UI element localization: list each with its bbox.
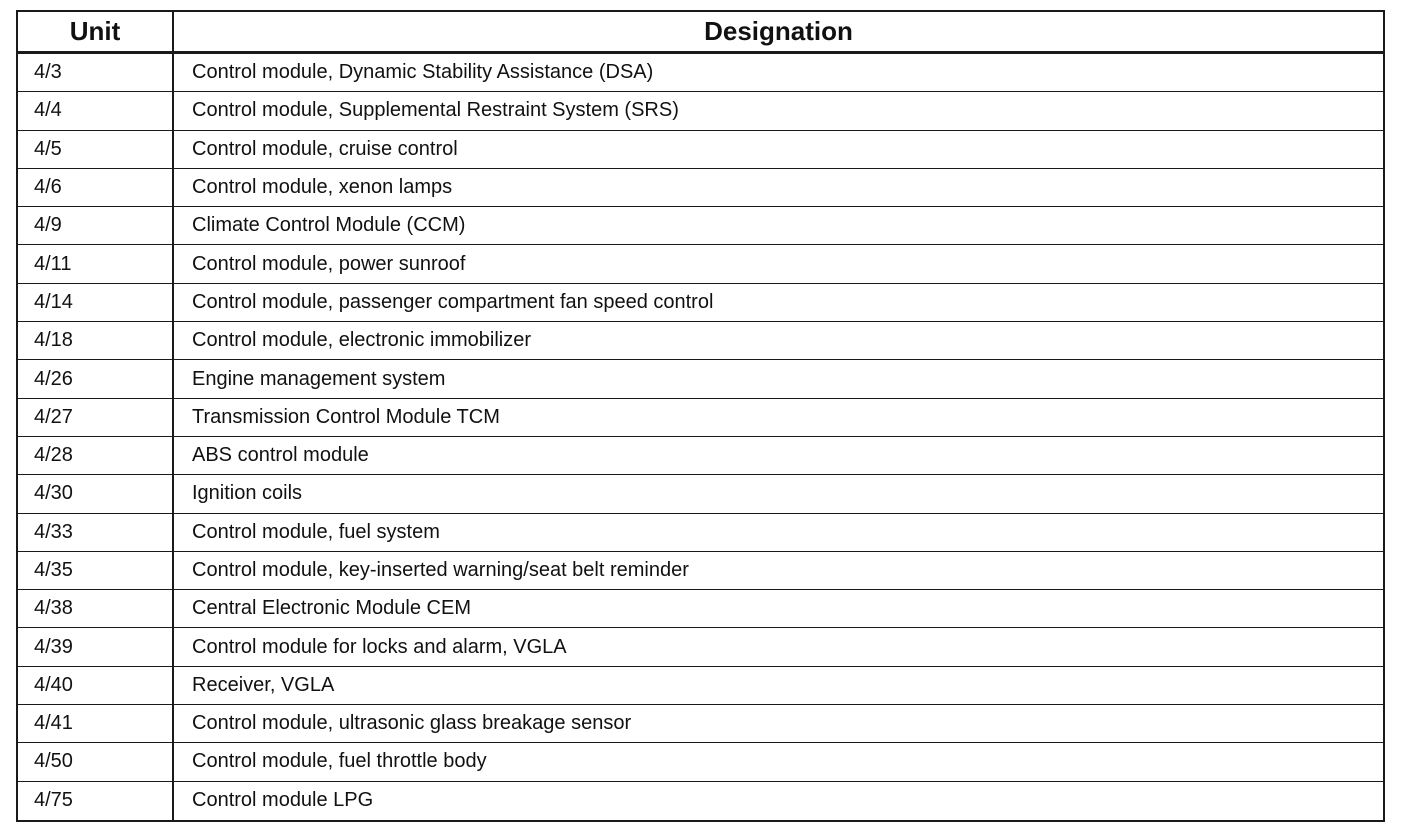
table-row xyxy=(18,245,1383,283)
unit-cell: 4/39 xyxy=(18,628,174,665)
designation-cell: Control module, ultrasonic glass breakage sensor xyxy=(192,712,632,735)
header-unit: Unit xyxy=(18,12,174,51)
unit-cell: 4/9 xyxy=(18,207,174,244)
table-row xyxy=(18,437,1383,475)
unit-cell: 4/18 xyxy=(18,322,174,359)
unit-designation-table xyxy=(16,10,1385,822)
unit-cell: 4/30 xyxy=(18,475,174,512)
table-row xyxy=(18,552,1383,590)
designation-cell: Control module, power sunroof xyxy=(192,252,466,275)
unit-cell: 4/4 xyxy=(18,92,174,129)
designation-cell: Receiver, VGLA xyxy=(192,673,335,696)
table-row xyxy=(18,628,1383,666)
designation-cell: Central Electronic Module CEM xyxy=(192,597,471,620)
designation-cell: Engine management system xyxy=(192,367,446,390)
table-row xyxy=(18,743,1383,781)
unit-cell: 4/50 xyxy=(18,743,174,780)
table-row xyxy=(18,54,1383,92)
unit-cell: 4/28 xyxy=(18,437,174,474)
designation-cell: Control module, xenon lamps xyxy=(192,176,453,199)
designation-cell: Control module, Supplemental Restraint System (SRS) xyxy=(192,99,679,122)
table-row xyxy=(18,322,1383,360)
unit-cell: 4/3 xyxy=(18,54,174,91)
table-row xyxy=(18,705,1383,743)
table-row xyxy=(18,169,1383,207)
designation-cell: Control module, passenger compartment fan speed control xyxy=(192,290,714,313)
unit-cell: 4/27 xyxy=(18,399,174,436)
table-body xyxy=(18,54,1383,820)
designation-cell: Transmission Control Module TCM xyxy=(192,405,500,428)
table-row xyxy=(18,590,1383,628)
designation-cell: Control module, fuel throttle body xyxy=(192,750,487,773)
unit-cell: 4/35 xyxy=(18,552,174,589)
table-row xyxy=(18,782,1383,820)
designation-cell: Control module, cruise control xyxy=(192,137,458,160)
table-row xyxy=(18,514,1383,552)
table-header-row xyxy=(18,12,1383,54)
table-row xyxy=(18,284,1383,322)
table-row xyxy=(18,360,1383,398)
unit-cell: 4/6 xyxy=(18,169,174,206)
designation-cell: Control module, Dynamic Stability Assistance (DSA) xyxy=(192,61,654,84)
designation-cell: Control module, key-inserted warning/seat belt reminder xyxy=(192,559,689,581)
table-row xyxy=(18,399,1383,437)
unit-cell: 4/26 xyxy=(18,360,174,397)
designation-cell: ABS control module xyxy=(192,444,369,467)
designation-cell: Ignition coils xyxy=(192,482,303,505)
table-row xyxy=(18,131,1383,169)
unit-cell: 4/14 xyxy=(18,284,174,321)
designation-cell: Climate Control Module (CCM) xyxy=(192,214,466,237)
table-row xyxy=(18,207,1383,245)
unit-cell: 4/11 xyxy=(18,245,174,282)
unit-cell: 4/75 xyxy=(18,782,174,820)
table-row xyxy=(18,475,1383,513)
unit-cell: 4/5 xyxy=(18,131,174,168)
designation-cell: Control module, electronic immobilizer xyxy=(192,329,532,352)
designation-cell: Control module, fuel system xyxy=(192,520,440,543)
table-row xyxy=(18,92,1383,130)
header-designation: Designation xyxy=(704,16,853,46)
designation-cell: Control module for locks and alarm, VGLA xyxy=(192,635,567,658)
unit-cell: 4/38 xyxy=(18,590,174,627)
unit-cell: 4/41 xyxy=(18,705,174,742)
table-row xyxy=(18,667,1383,705)
unit-cell: 4/40 xyxy=(18,667,174,704)
unit-cell: 4/33 xyxy=(18,514,174,551)
designation-cell: Control module LPG xyxy=(192,789,374,812)
